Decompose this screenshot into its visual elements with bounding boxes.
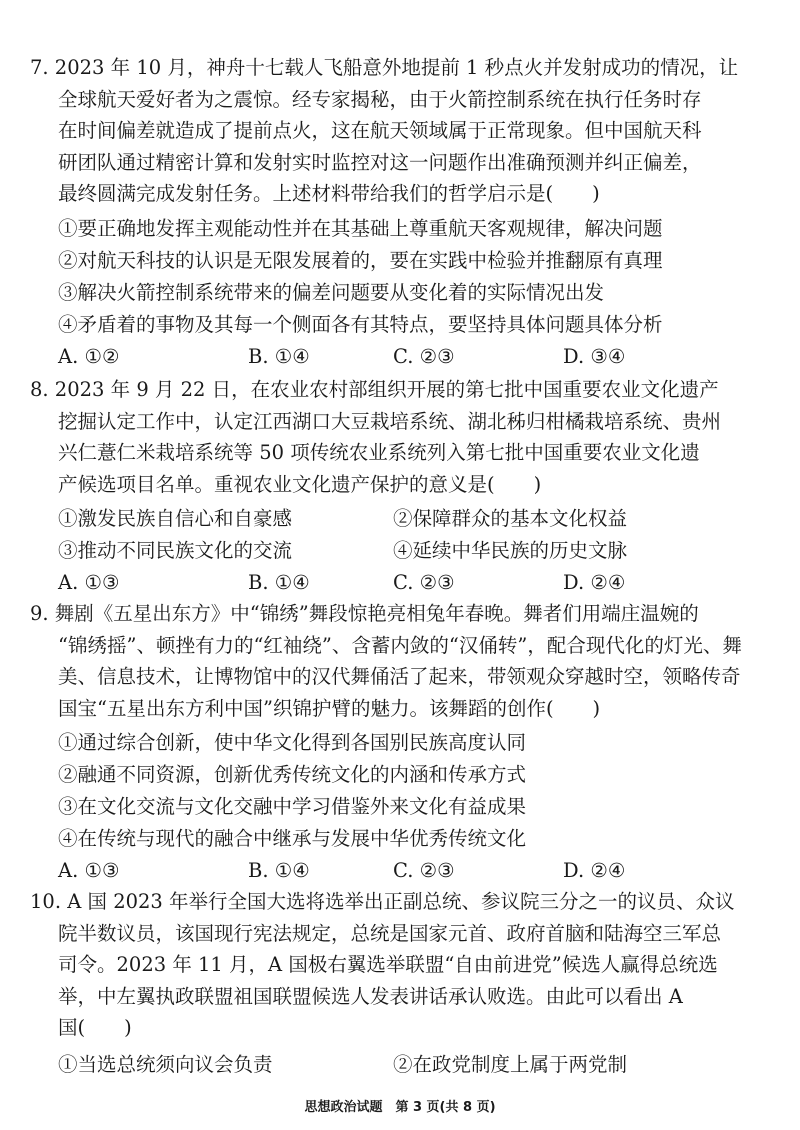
stem-line: 兴仁薏仁米栽培系统等 50 项传统农业系统列入第七批中国重要农业文化遗: [58, 441, 700, 464]
answer-choice-a: A. ①③: [58, 571, 120, 594]
answer-choice-c: C. ②③: [393, 345, 455, 368]
stem-line: 司令。2023 年 11 月，A 国极右翼选举联盟“自由前进党”候选人赢得总统选: [58, 953, 718, 976]
stem-line: 国宝“五星出东方利中国”织锦护臂的魅力。该舞蹈的创作( ): [58, 696, 601, 720]
question-8-options-row-2: [58, 536, 758, 566]
question-9-option-2: ②融通不同资源，创新优秀传统文化的内涵和传承方式: [58, 763, 527, 786]
stem-line: 在时间偏差就造成了提前点火，这在航天领域属于正常现象。但中国航天科: [58, 119, 702, 142]
answer-choice-a: A. ①③: [58, 859, 120, 882]
question-9-option-3: ③在文化交流与文化交融中学习借鉴外来文化有益成果: [58, 795, 527, 818]
stem-line: 最终圆满完成发射任务。上述材料带给我们的哲学启示是( ): [58, 182, 600, 205]
question-9-option-1: ①通过综合创新，使中华文化得到各国别民族高度认同: [58, 731, 527, 754]
stem-line: 8. 2023 年 9 月 22 日，在农业农村部组织开展的第七批中国重要农业文化遗产: [30, 378, 719, 401]
stem-line: 7. 2023 年 10 月，神舟十七载人飞船意外地提前 1 秒点火并发射成功的情况，让: [30, 56, 739, 79]
question-7-option-1: ①要正确地发挥主观能动性并在其基础上尊重航天客观规律，解决问题: [58, 217, 663, 240]
question-8-option-2: ②保障群众的基本文化权益: [393, 507, 628, 530]
question-10-option-2: ②在政党制度上属于两党制: [393, 1053, 628, 1076]
question-8-stem: [30, 374, 790, 500]
question-10-options-row-1: [58, 1050, 758, 1080]
answer-choice-a: A. ①②: [58, 345, 120, 368]
stem-line: 9. 舞剧《五星出东方》中“锦绣”舞段惊艳亮相兔年春晚。舞者们用端庄温婉的: [30, 602, 699, 625]
answer-choice-b: B. ①④: [248, 859, 310, 882]
question-7-option-2: ②对航天科技的认识是无限发展着的，要在实践中检验并推翻原有真理: [58, 249, 663, 272]
stem-line: 全球航天爱好者为之震惊。经专家揭秘，由于火箭控制系统在执行任务时存: [58, 87, 702, 111]
stem-line: 挖掘认定工作中，认定江西湖口大豆栽培系统、湖北秭归柑橘栽培系统、贵州: [58, 409, 722, 433]
question-8-option-3: ③推动不同民族文化的交流: [58, 539, 293, 562]
question-7-option-3: ③解决火箭控制系统带来的偏差问题要从变化着的实际情况出发: [58, 281, 605, 304]
stem-line: 院半数议员，该国现行宪法规定，总统是国家元首、政府首脑和陆海空三军总: [58, 921, 722, 945]
stem-line: 国( ): [58, 1016, 132, 1039]
stem-line: 美、信息技术，让博物馆中的汉代舞俑活了起来，带领观众穿越时空，领略传奇: [58, 665, 741, 688]
stem-line: “锦绣摇”、顿挫有力的“红袖绕”、含蓄内敛的“汉俑转”，配合现代化的灯光、舞: [58, 633, 742, 657]
stem-line: 举，中左翼执政联盟祖国联盟候选人发表讲话承认败选。由此可以看出 A: [58, 984, 683, 1008]
question-7-option-4: ④矛盾着的事物及其每一个侧面各有其特点，要坚持具体问题具体分析: [58, 313, 663, 336]
answer-choice-d: D. ③④: [563, 345, 626, 368]
stem-line: 研团队通过精密计算和发射实时监控对这一问题作出准确预测并纠正偏差，: [58, 150, 702, 174]
question-7-stem: [30, 52, 790, 210]
stem-line: 10. A 国 2023 年举行全国大选将选举出正副总统、参议院三分之一的议员、众议: [30, 890, 735, 913]
question-9-stem: [30, 598, 790, 724]
answer-choice-d: D. ②④: [563, 571, 626, 594]
answer-choice-d: D. ②④: [563, 859, 626, 882]
question-10-stem: [30, 886, 790, 1044]
question-8-option-4: ④延续中华民族的历史文脉: [393, 539, 628, 562]
question-8-options-row-1: [58, 504, 758, 534]
page-footer: 思想政治试题 第 3 页(共 8 页): [304, 1100, 496, 1115]
stem-line: 产候选项目名单。重视农业文化遗产保护的意义是( ): [58, 472, 542, 496]
answer-choice-c: C. ②③: [393, 571, 455, 594]
question-8-option-1: ①激发民族自信心和自豪感: [58, 507, 293, 530]
answer-choice-c: C. ②③: [393, 859, 455, 882]
answer-choice-b: B. ①④: [248, 345, 310, 368]
question-10-option-1: ①当选总统须向议会负责: [58, 1053, 273, 1076]
question-9-option-4: ④在传统与现代的融合中继承与发展中华优秀传统文化: [58, 827, 527, 850]
answer-choice-b: B. ①④: [248, 571, 310, 594]
